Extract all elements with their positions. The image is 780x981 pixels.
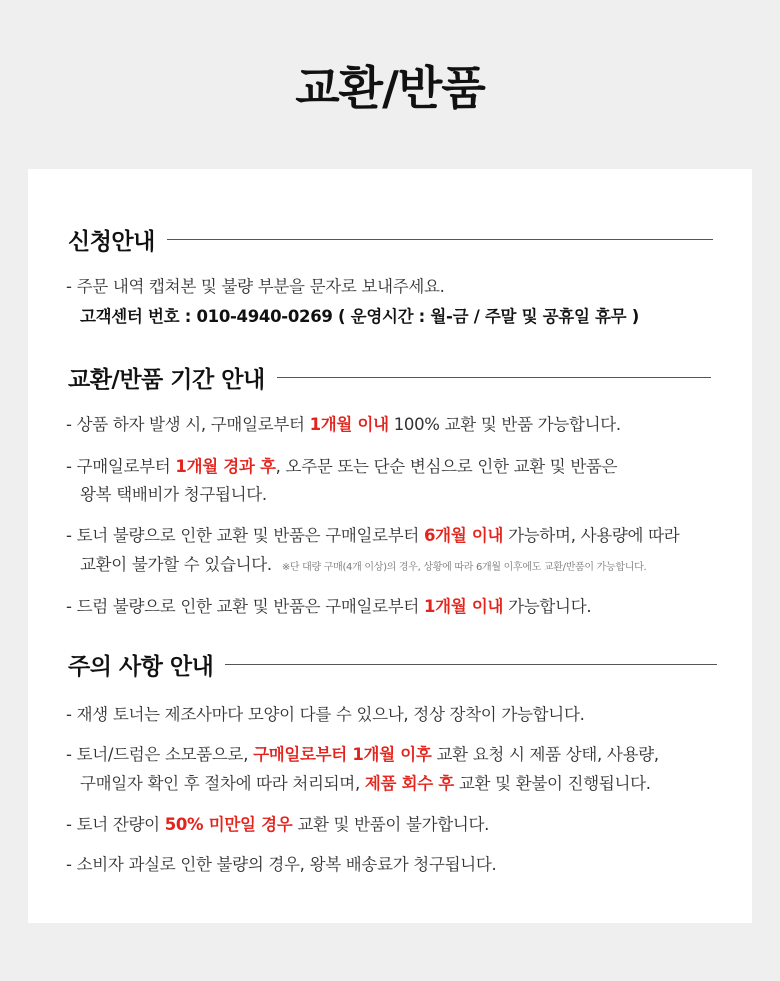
section-heading-period	[68, 361, 711, 394]
period-item-3: - 토너 불량으로 인한 교환 및 반품은 구매일로부터 6개월 이내 가능하며, 사용량에 따라	[66, 526, 680, 545]
bulk-purchase-note: ※단 대량 구매(4개 이상)의 경우, 상황에 따라 6개월 이후에도 교환/반품이 가능합니다.	[281, 562, 647, 573]
content-card	[28, 169, 752, 923]
period-item-4: - 드럼 불량으로 인한 교환 및 반품은 구매일로부터 1개월 이내 가능합니다.	[66, 597, 592, 616]
section-heading-label: 주의 사항 안내	[68, 654, 214, 680]
period-item-2-cont: 왕복 택배비가 청구됩니다.	[80, 485, 267, 504]
heading-divider	[167, 239, 713, 240]
heading-divider	[225, 664, 717, 665]
section-heading-label: 교환/반품 기간 안내	[68, 367, 265, 393]
customer-center-line: 고객센터 번호 : 010-4940-0269 ( 운영시간 : 월-금 / 주말 및 공휴일 휴무 )	[80, 307, 639, 326]
section-heading-caution	[68, 648, 717, 681]
section-heading-label: 신청안내	[68, 229, 155, 255]
period-item-3-cont: 교환이 불가할 수 있습니다. ※단 대량 구매(4개 이상)의 경우, 상황에 따라 6개월 이후에도 교환/반품이 가능합니다.	[80, 555, 647, 574]
period-item-1: - 상품 하자 발생 시, 구매일로부터 1개월 이내 100% 교환 및 반품 가능합니다.	[66, 415, 621, 434]
heading-divider	[277, 377, 711, 378]
caution-item-4: - 소비자 과실로 인한 불량의 경우, 왕복 배송료가 청구됩니다.	[66, 855, 497, 874]
period-item-2: - 구매일로부터 1개월 경과 후, 오주문 또는 단순 변심으로 인한 교환 및 반품은	[66, 457, 618, 476]
caution-item-2-cont: 구매일자 확인 후 절차에 따라 처리되며, 제품 회수 후 교환 및 환불이 진행됩니다.	[80, 774, 651, 793]
caution-item-2: - 토너/드럼은 소모품으로, 구매일로부터 1개월 이후 교환 요청 시 제품 상태, 사용량,	[66, 745, 659, 764]
section-heading-apply	[68, 223, 713, 256]
caution-item-3: - 토너 잔량이 50% 미만일 경우 교환 및 반품이 불가합니다.	[66, 815, 490, 834]
apply-line-1: - 주문 내역 캡쳐본 및 불량 부분을 문자로 보내주세요.	[66, 277, 445, 296]
page-title: 교환/반품	[295, 61, 485, 115]
caution-item-1: - 재생 토너는 제조사마다 모양이 다를 수 있으나, 정상 장착이 가능합니다.	[66, 705, 585, 724]
